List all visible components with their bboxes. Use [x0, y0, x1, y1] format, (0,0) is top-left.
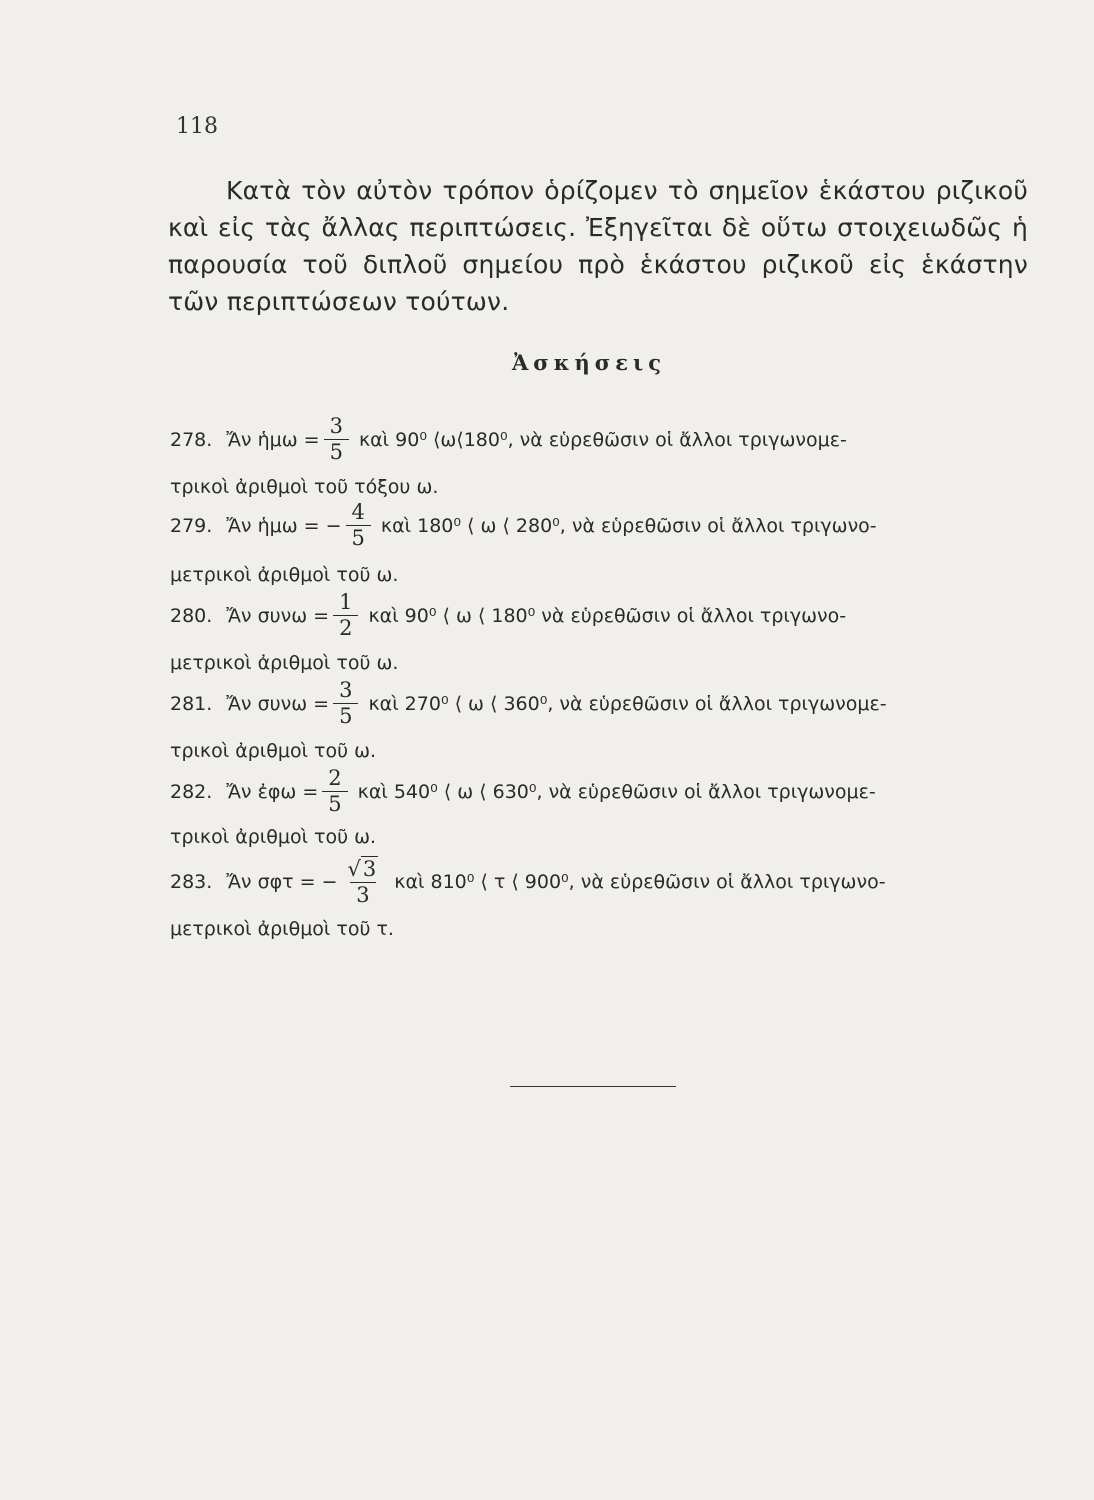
section-heading: Ἀσκήσεις — [512, 350, 666, 375]
exercise-sign: − — [325, 514, 342, 537]
exercise-text: καὶ 810⁰ ⟨ τ ⟨ 900⁰, νὰ εὑρεθῶσιν οἱ ἄλλοι τριγωνο- — [394, 871, 886, 893]
exercise-282-cont: τρικοὶ ἀριθμοὶ τοῦ ω. — [170, 826, 377, 848]
paragraph-text: Κατὰ τὸν αὐτὸν τρόπον ὁρίζομεν τὸ σημεῖον ἑκάστου ριζικοῦ καὶ εἰς τὰς ἄλλας περιπτώσεις. Ἐξηγεῖται δὲ οὕτω στοιχειωδῶς ἡ παρουσία τοῦ διπλοῦ σημείου πρὸ ἑκάστου ριζικοῦ εἰς ἑκάστην τῶν περιπτώσεων τούτων. — [168, 176, 1028, 316]
exercise-278 — [170, 414, 847, 465]
exercise-lhs: Ἄν συνω = — [226, 604, 330, 627]
exercise-sign: − — [321, 871, 338, 893]
exercise-number: 278. — [170, 428, 213, 451]
exercise-279-cont: μετρικοὶ ἀριθμοὶ τοῦ ω. — [170, 564, 399, 586]
exercise-lhs: Ἄν σφτ = — [226, 871, 316, 893]
sqrt-icon: √ 3 — [347, 857, 377, 881]
exercise-number: 283. — [170, 871, 213, 893]
exercise-number: 279. — [170, 514, 213, 537]
exercise-text: καὶ 540⁰ ⟨ ω ⟨ 630⁰, νὰ εὑρεθῶσιν οἱ ἄλλοι τριγωνομε- — [357, 780, 876, 803]
exercise-278-cont: τρικοὶ ἀριθμοὶ τοῦ τόξου ω. — [170, 476, 439, 498]
exercise-280-cont: μετρικοὶ ἀριθμοὶ τοῦ ω. — [170, 652, 399, 674]
section-divider — [510, 1086, 676, 1087]
exercise-282 — [170, 766, 876, 817]
body-paragraph — [168, 172, 1028, 320]
exercise-279 — [170, 500, 877, 551]
exercise-number: 280. — [170, 604, 213, 627]
exercise-lhs: Ἄν ἡμω = — [226, 428, 320, 451]
exercise-283-cont: μετρικοὶ ἀριθμοὶ τοῦ τ. — [170, 918, 394, 940]
page-number: 118 — [176, 114, 218, 139]
exercise-number: 282. — [170, 780, 213, 803]
exercise-281 — [170, 678, 887, 729]
exercise-281-cont: τρικοὶ ἀριθμοὶ τοῦ ω. — [170, 740, 377, 762]
exercise-text: καὶ 90⁰ ⟨ ω ⟨ 180⁰ νὰ εὑρεθῶσιν οἱ ἄλλοι τριγωνο- — [368, 604, 847, 627]
exercise-lhs: Ἄν ἐφω = — [226, 780, 319, 803]
exercise-text: καὶ 180⁰ ⟨ ω ⟨ 280⁰, νὰ εὑρεθῶσιν οἱ ἄλλοι τριγωνο- — [380, 514, 877, 537]
fraction: $\frac{3}{5}$ — [324, 414, 349, 465]
fraction: $\frac{3}{5}$ — [333, 678, 358, 729]
fraction: $\frac{2}{5}$ — [322, 766, 347, 817]
exercise-text: καὶ 90⁰ ⟨ω⟨180⁰, νὰ εὑρεθῶσιν οἱ ἄλλοι τριγωνομε- — [358, 428, 847, 451]
exercise-number: 281. — [170, 692, 213, 715]
fraction: √ 3 3 — [347, 857, 377, 907]
exercise-lhs: Ἄν συνω = — [226, 692, 330, 715]
exercise-280 — [170, 590, 846, 641]
fraction: $\frac{1}{2}$ — [333, 590, 358, 641]
exercise-lhs: Ἄν ἡμω = — [226, 514, 320, 537]
fraction: $\frac{4}{5}$ — [346, 500, 371, 551]
exercise-283 — [170, 856, 886, 908]
exercise-text: καὶ 270⁰ ⟨ ω ⟨ 360⁰, νὰ εὑρεθῶσιν οἱ ἄλλοι τριγωνομε- — [368, 692, 887, 715]
